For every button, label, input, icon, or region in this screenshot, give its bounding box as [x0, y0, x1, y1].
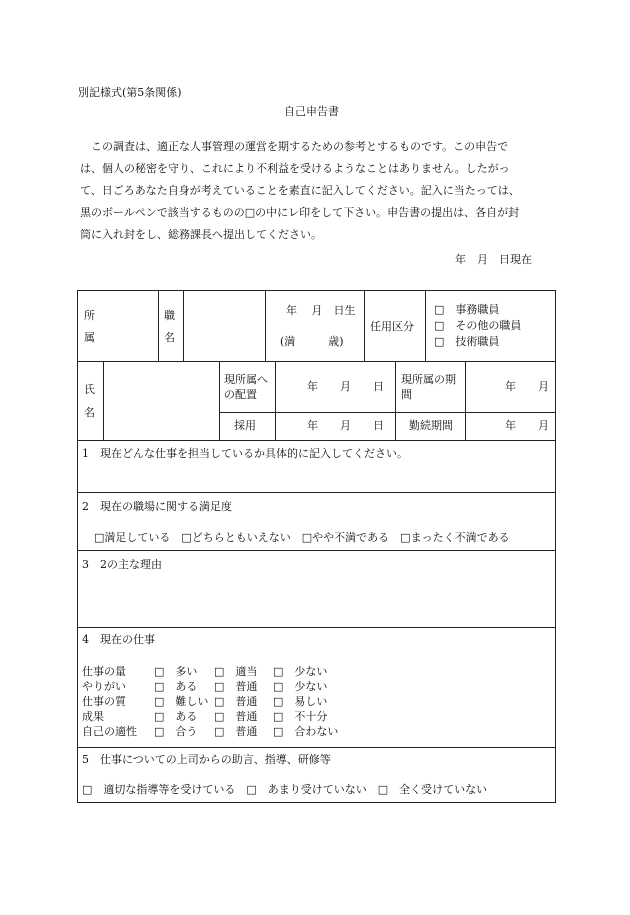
shimei-label: 氏	[84, 383, 95, 396]
row-divider	[78, 550, 555, 551]
q4-row-label: 仕事の量	[82, 665, 126, 678]
row-divider	[78, 492, 555, 493]
q4-option[interactable]: □ 合わない	[273, 725, 339, 738]
shokumei-value[interactable]	[186, 293, 262, 359]
haichi-date: 年 月 日	[307, 380, 384, 393]
row-divider	[78, 747, 555, 748]
q4-heading: 4 現在の仕事	[82, 633, 155, 646]
q3-answer-area[interactable]	[80, 576, 552, 624]
staff-type-checkbox[interactable]: □ その他の職員	[434, 319, 522, 332]
col-divider	[158, 291, 159, 361]
shimei-label: 名	[84, 406, 95, 419]
row-divider	[219, 412, 555, 413]
q2-options[interactable]: □満足している □どちらともいえない □やや不満である □まったく不満である	[94, 531, 510, 544]
intro-line: この調査は、適正な人事管理の運営を期するための参考とするものです。この申告で	[80, 140, 509, 153]
saiyo-label: 採用	[234, 419, 256, 432]
shozoku-label: 属	[84, 331, 95, 344]
col-divider	[275, 361, 276, 440]
intro-line: 黒のボールペンで該当するものの□の中にレ印をして下さい。申告書の提出は、各自が封	[80, 206, 520, 219]
q5-options[interactable]: □ 適切な指導等を受けている □ あまり受けていない □ 全く受けていない	[82, 783, 488, 796]
application-table	[77, 290, 556, 803]
kikan-value: 年 月	[505, 380, 549, 393]
kinzoku-value: 年 月	[505, 419, 549, 432]
q3-heading: 3 2の主な理由	[82, 558, 162, 571]
q4-option[interactable]: □ 普通	[214, 695, 258, 708]
col-divider	[183, 291, 184, 361]
staff-type-checkbox[interactable]: □ 事務職員	[434, 303, 500, 316]
q1-heading: 1 現在どんな仕事を担当しているか具体的に記入してください。	[82, 447, 408, 460]
q4-option[interactable]: □ 少ない	[273, 665, 328, 678]
staff-type-checkbox[interactable]: □ 技術職員	[434, 335, 500, 348]
col-divider	[465, 361, 466, 440]
shozoku-label: 所	[84, 309, 95, 322]
col-divider	[265, 291, 266, 361]
q4-row-label: 成果	[82, 710, 104, 723]
q4-option[interactable]: □ 少ない	[273, 680, 328, 693]
q4-option[interactable]: □ 普通	[214, 710, 258, 723]
shokumei-label: 職	[164, 309, 175, 322]
intro-line: 筒に入れ封をし、総務課長へ提出してください。	[80, 228, 322, 241]
col-divider	[425, 291, 426, 361]
row-divider	[78, 440, 555, 441]
kikan-label: 間	[401, 388, 412, 401]
intro-line: は、個人の秘密を守り、これにより不利益を受けるようなことはありません。したがっ	[80, 162, 510, 175]
intro-line: て、日ごろあなた自身が考えていることを素直に記入してください。記入に当たっては、	[80, 184, 520, 197]
q4-row-label: 仕事の質	[82, 695, 126, 708]
q4-row-label: やりがい	[82, 680, 126, 693]
row-divider	[78, 361, 555, 362]
col-divider	[395, 361, 396, 440]
page-title: 自己申告書	[284, 105, 339, 118]
q4-option[interactable]: □ 不十分	[273, 710, 328, 723]
kinzoku-label: 勤続期間	[409, 419, 453, 432]
row-divider	[78, 627, 555, 628]
date-line: 年 月 日現在	[455, 253, 532, 266]
q4-option[interactable]: □ 合う	[154, 725, 198, 738]
q5-heading: 5 仕事についての上司からの助言、指導、研修等	[82, 753, 331, 766]
intro-paragraph	[80, 136, 560, 246]
ninyo-kubun-label: 任用区分	[370, 320, 414, 333]
saiyo-date: 年 月 日	[307, 419, 384, 432]
shozoku-value[interactable]	[106, 293, 156, 359]
birth-date: 年 月 日生	[286, 304, 356, 317]
shimei-value[interactable]	[106, 363, 216, 438]
q4-option[interactable]: □ ある	[154, 710, 198, 723]
shokumei-label: 名	[164, 331, 175, 344]
q4-option[interactable]: □ 適当	[214, 665, 258, 678]
haichi-label: 現所属へ	[224, 373, 268, 386]
age: (満 歳)	[280, 335, 344, 348]
q1-answer-area[interactable]	[80, 465, 552, 490]
q4-option[interactable]: □ 難しい	[154, 695, 209, 708]
q2-heading: 2 現在の職場に関する満足度	[82, 500, 232, 513]
q4-option[interactable]: □ 普通	[214, 680, 258, 693]
col-divider	[364, 291, 365, 361]
kikan-label: 現所属の期	[401, 373, 456, 386]
q4-option[interactable]: □ ある	[154, 680, 198, 693]
q4-option[interactable]: □ 多い	[154, 665, 198, 678]
q4-option[interactable]: □ 易しい	[273, 695, 328, 708]
haichi-label: の配置	[224, 388, 257, 401]
col-divider	[103, 361, 104, 440]
col-divider	[219, 361, 220, 440]
q4-option[interactable]: □ 普通	[214, 725, 258, 738]
form-label: 別記様式(第5条関係)	[78, 86, 182, 99]
q4-row-label: 自己の適性	[82, 725, 137, 738]
